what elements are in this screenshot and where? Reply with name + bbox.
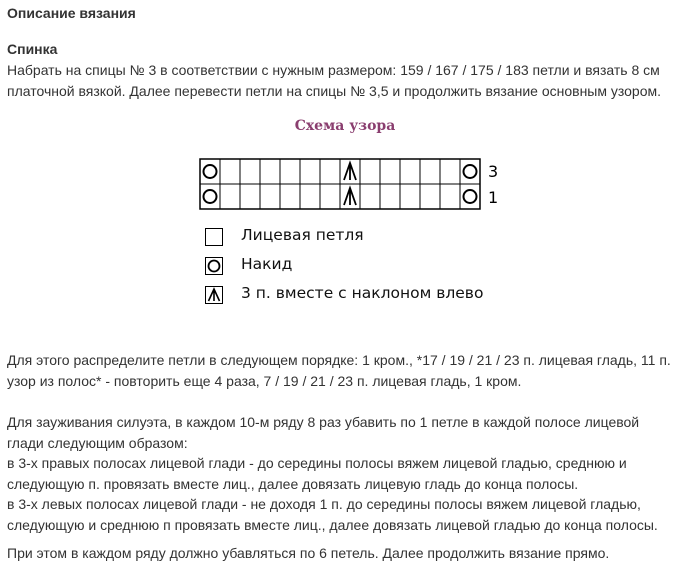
chart-cell-k <box>360 159 380 184</box>
text-line: следующую и среднюю п провязать вместе лиц., далее довязать лицевой гладью до конца полосы. <box>7 516 658 533</box>
legend-label: Накид <box>241 255 293 273</box>
chart-cell-yo <box>460 184 480 209</box>
chart-cell-k <box>400 159 420 184</box>
chart-cell-yo <box>200 159 220 184</box>
page-title: Описание вязания <box>7 5 136 21</box>
chart-cell-k <box>220 184 240 209</box>
knit-stitch-icon <box>205 228 223 246</box>
text-line: глади следующим образом: <box>7 434 188 451</box>
chart-cell-k <box>380 159 400 184</box>
chart-cell-k <box>420 184 440 209</box>
scheme-title: Схема узора <box>294 118 396 134</box>
chart-cell-k3tog <box>340 159 360 184</box>
chart-cell-k3tog <box>340 184 360 209</box>
legend-label: Лицевая петля <box>241 226 364 244</box>
paragraph-cast-on <box>7 60 687 101</box>
text-line: Для зауживания силуэта, в каждом 10-м ряду 8 раз убавить по 1 петле в каждой полосе лицевой <box>7 414 640 430</box>
text-line: Набрать на спицы № 3 в соответствии с нужным размером: 159 / 167 / 175 / 183 петли и вязать 8 см <box>7 62 660 78</box>
pattern-chart <box>199 158 482 210</box>
chart-cell-k <box>280 159 300 184</box>
yarn-over-icon <box>205 257 223 275</box>
text-line: в 3-х левых полосах лицевой глади - не доходя 1 п. до середины полосы вяжем лицевой гладью, <box>7 496 641 512</box>
chart-cell-yo <box>460 159 480 184</box>
text-line: узор из полос* - повторить еще 4 раза, 7 / 19 / 21 / 23 п. лицевая гладь, 1 кром. <box>7 372 522 389</box>
chart-cell-k <box>440 184 460 209</box>
chart-cell-k <box>380 184 400 209</box>
chart-cell-k <box>300 159 320 184</box>
legend-label: 3 п. вместе с наклоном влево <box>241 284 484 302</box>
k3tog-left-icon <box>205 286 223 304</box>
chart-cell-k <box>300 184 320 209</box>
row-number-1: 1 <box>488 188 499 207</box>
chart-cell-k <box>420 159 440 184</box>
section-title: Спинка <box>7 41 58 57</box>
text-line: При этом в каждом ряду должно убавляться по 6 петель. Далее продолжить вязание прямо. <box>7 545 610 561</box>
chart-cell-k <box>260 184 280 209</box>
chart-cell-k <box>440 159 460 184</box>
chart-cell-k <box>280 184 300 209</box>
chart-cell-k <box>240 184 260 209</box>
paragraph-distribution <box>7 350 687 391</box>
row-number-3: 3 <box>488 162 499 181</box>
text-line: следующую п. провязать вместе лиц., далее довязать лицевую гладь до конца полосы. <box>7 475 579 492</box>
chart-cell-k <box>360 184 380 209</box>
chart-cell-yo <box>200 184 220 209</box>
chart-cell-k <box>400 184 420 209</box>
text-line: в 3-х правых полосах лицевой глади - до середины полосы вяжем лицевой гладью, среднюю и <box>7 455 627 471</box>
chart-cell-k <box>320 184 340 209</box>
text-line: Для этого распределите петли в следующем порядке: 1 кром., *17 / 19 / 21 / 23 п. лицевая гладь, 11 п. <box>7 352 671 368</box>
chart-cell-k <box>260 159 280 184</box>
chart-cell-k <box>220 159 240 184</box>
chart-cell-k <box>240 159 260 184</box>
paragraph-decreases <box>7 412 687 535</box>
chart-cell-k <box>320 159 340 184</box>
paragraph-final <box>7 543 687 564</box>
text-line: платочной вязкой. Далее перевести петли на спицы № 3,5 и продолжить вязание основным узором. <box>7 82 662 99</box>
